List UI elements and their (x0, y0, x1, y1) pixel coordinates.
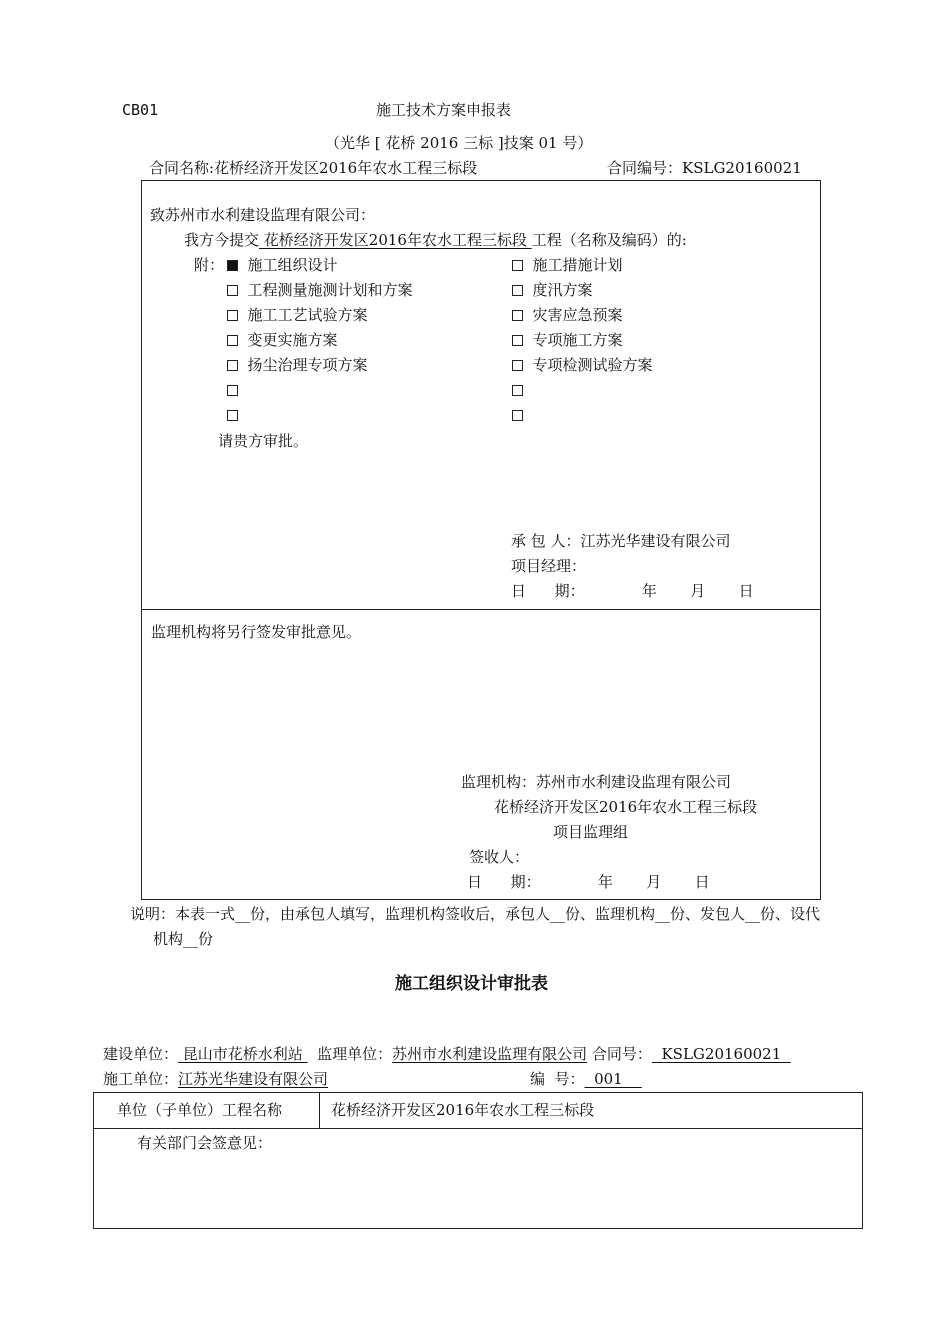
constructor-value: 江苏光华建设有限公司 (178, 1070, 329, 1088)
checkbox[interactable] (227, 285, 238, 296)
checkbox[interactable] (512, 360, 523, 371)
supervisor-org: 监理机构：苏州市水利建设监理有限公司 (461, 773, 732, 791)
supervisor-project: 花桥经济开发区2016年农水工程三标段 (494, 798, 758, 816)
serial-field (530, 1072, 642, 1087)
checklist-item-left-2[interactable] (227, 283, 413, 298)
form-code: CB01 (122, 101, 159, 119)
supervisor-value: 苏州市水利建设监理有限公司 (392, 1045, 588, 1063)
project-value: 花桥经济开发区2016年农水工程三标段 (331, 1101, 595, 1119)
checkbox[interactable] (227, 410, 238, 421)
checklist-item-right-1[interactable] (512, 258, 623, 273)
supervisor-label: 监理单位： (317, 1045, 393, 1063)
checklist-item-right-3[interactable] (512, 308, 623, 323)
note-line-1: 说明：本表一式__份，由承包人填写，监理机构签收后，承包人__份、监理机构__份、发包人__份、设代 (130, 905, 821, 923)
review-note: 监理机构将另行签发审批意见。 (151, 623, 362, 641)
date-line-2: 日 期： 年 月 日 (467, 873, 710, 891)
serial-label: 编 号： (530, 1070, 585, 1088)
form2-info-line-1 (103, 1047, 791, 1062)
form-title: 施工技术方案申报表 (376, 101, 512, 119)
checklist-item-right-2[interactable] (512, 283, 593, 298)
contract-value: KSLG20160021 (651, 1045, 791, 1063)
addressee: 致苏州市水利建设监理有限公司： (150, 206, 376, 224)
checkbox[interactable] (512, 260, 523, 271)
supervisor-group: 项目监理组 (553, 823, 629, 841)
project-label: 单位（子单位）工程名称 (117, 1101, 283, 1119)
project-manager: 项目经理： (511, 557, 587, 575)
checklist-label: 工程测量施测计划和方案 (247, 281, 413, 299)
checklist-item-right-6[interactable] (512, 383, 533, 398)
checklist-item-left-4[interactable] (227, 333, 338, 348)
checklist-label: 施工组织设计 (247, 256, 338, 274)
checklist-item-right-4[interactable] (512, 333, 623, 348)
submit-prefix: 我方今提交 (184, 231, 260, 249)
checklist-label: 专项施工方案 (532, 331, 623, 349)
checkbox[interactable] (512, 385, 523, 396)
form1-divider (141, 609, 821, 610)
builder-value: 昆山市花桥水利站 (178, 1045, 308, 1063)
checklist-item-left-1[interactable] (227, 258, 338, 273)
checkbox[interactable] (227, 360, 238, 371)
builder-label: 建设单位： (103, 1045, 179, 1063)
checkbox[interactable] (512, 335, 523, 346)
checklist-item-right-5[interactable] (512, 358, 653, 373)
receiver: 签收人： (469, 848, 530, 866)
checklist-label: 专项检测试验方案 (532, 356, 653, 374)
constructor-label: 施工单位： (103, 1070, 179, 1088)
checkbox-checked[interactable] (227, 260, 238, 271)
checkbox[interactable] (227, 335, 238, 346)
checklist-label: 度汛方案 (532, 281, 593, 299)
request-text: 请贵方审批。 (218, 432, 309, 450)
attach-label: 附： (194, 256, 225, 274)
checklist-item-right-7[interactable] (512, 408, 533, 423)
serial-value: 001 (584, 1070, 642, 1088)
checklist-label: 灾害应急预案 (532, 306, 623, 324)
dept-opinion-label: 有关部门会签意见： (137, 1134, 273, 1152)
checkbox[interactable] (227, 385, 238, 396)
form2-col-divider (319, 1092, 320, 1129)
checklist-item-left-7[interactable] (227, 408, 248, 423)
checklist-label: 施工措施计划 (532, 256, 623, 274)
form-subtitle: （光华 [ 花桥 2016 三标 ]技案 01 号） (325, 134, 593, 152)
checklist-item-left-3[interactable] (227, 308, 368, 323)
contractor: 承 包 人：江苏光华建设有限公司 (511, 532, 731, 550)
checklist-label: 变更实施方案 (247, 331, 338, 349)
checklist-item-left-6[interactable] (227, 383, 248, 398)
form2-title: 施工组织设计审批表 (395, 974, 548, 994)
note-line-2: 机构__份 (153, 930, 214, 948)
project-name: 花桥经济开发区2016年农水工程三标段 (259, 231, 532, 249)
checklist-label: 施工工艺试验方案 (247, 306, 368, 324)
form2-row-divider (93, 1128, 863, 1129)
checklist-label: 扬尘治理专项方案 (247, 356, 368, 374)
contract-label: 合同号： (591, 1045, 652, 1063)
contract-name: 合同名称:花桥经济开发区2016年农水工程三标段 (149, 159, 478, 177)
contract-number: 合同编号：KSLG20160021 (607, 159, 802, 177)
checkbox[interactable] (227, 310, 238, 321)
submit-suffix: 工程（名称及编码）的: (531, 231, 687, 249)
form2-info-line-2 (103, 1072, 328, 1087)
date-line-1: 日 期： 年 月 日 (511, 582, 754, 600)
checkbox[interactable] (512, 285, 523, 296)
checkbox[interactable] (512, 410, 523, 421)
checkbox[interactable] (512, 310, 523, 321)
submit-line (184, 233, 687, 248)
checklist-item-left-5[interactable] (227, 358, 368, 373)
